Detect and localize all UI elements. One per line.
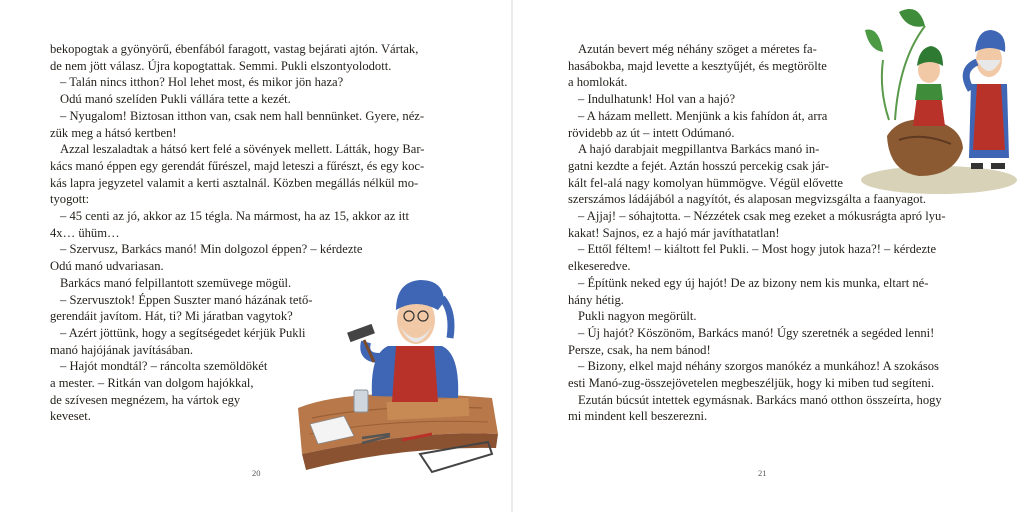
text-line: – Új hajót? Köszönöm, Barkács manó! Úgy szeretnék a segéded lenni! <box>578 325 935 340</box>
text-line: Persze, csak, ha nem bánod! <box>568 342 711 357</box>
text-line: – Nyugalom! Biztosan itthon van, csak nem hall bennünket. Gyere, néz- <box>60 108 425 123</box>
text-line: – Talán nincs itthon? Hol lehet most, és mikor jön haza? <box>60 75 344 90</box>
text-line: – Indulhatunk! Hol van a hajó? <box>578 92 736 107</box>
text-line: kács manó éppen egy gerendát fűrészel, majd leteszi a fűrészt, és egy koc- <box>50 158 425 173</box>
left-page <box>0 0 511 512</box>
elves-boat-illustration <box>859 0 1019 196</box>
right-page <box>513 0 1024 512</box>
text-line: gatni kezdte a fejét. Aztán hosszú percekig csak jár- <box>568 158 829 173</box>
text-line: Azzal leszaladtak a hátsó kert felé a sövények mellett. Látták, hogy Bar- <box>60 142 425 157</box>
text-line: 4x… ühüm… <box>50 225 120 240</box>
text-line: – Szervusz, Barkács manó! Min dolgozol éppen? – kérdezte <box>60 242 363 257</box>
text-line: a mester. – Ritkán van dolgom hajókkal, <box>50 376 254 390</box>
text-line: Pukli nagyon megörült. <box>578 309 697 324</box>
text-line: – Azért jöttünk, hogy a segítségedet kérjük Pukli <box>60 325 306 340</box>
carpenter-illustration <box>292 258 502 476</box>
text-line: – Szervusztok! Éppen Suszter manó házának tető- <box>60 292 313 307</box>
text-line: – Ettől féltem! – kiáltott fel Pukli. – Most hogy jutok haza?! – kérdezte <box>578 242 937 257</box>
plant-leaf <box>899 9 925 27</box>
text-line: hány hétig. <box>568 292 624 307</box>
text-line: Azután bevert még néhány szöget a méretes fa- <box>578 42 817 56</box>
text-line: Barkács manó felpillantott szemüvege mögül. <box>60 275 292 290</box>
text-line: elkeseredve. <box>568 259 631 274</box>
text-line: – Ajjaj! – sóhajtotta. – Nézzétek csak meg ezeket a mókusrágta apró lyu- <box>578 209 946 223</box>
text-line: manó hajójának javításában. <box>50 342 194 357</box>
text-line: – A házam mellett. Menjünk a kis fahídon át, arra <box>578 108 828 123</box>
text-line: mi mindent kell beszerezni. <box>568 409 708 424</box>
text-line: szerszámos ládájából a nagyítót, és alaposan megvizsgálta a faanyagot. <box>568 192 927 207</box>
text-line: keveset. <box>50 409 91 424</box>
text-line: rövidebb az út – intett Odúmanó. <box>568 125 735 140</box>
text-line: kakat! Sajnos, ez a hajó már javíthatatlan! <box>568 225 780 240</box>
text-line: tyogott: <box>50 192 90 207</box>
text-line: Ezután búcsút intettek egymásnak. Barkács manó otthon összeírta, hogy <box>578 392 942 407</box>
text-line: – 45 centi az jó, akkor az 15 tégla. Na mármost, ha az 15, akkor az itt <box>60 209 409 223</box>
text-line: Odú manó udvariasan. <box>50 259 164 274</box>
text-line: gerendáit javítom. Hát, ti? Mi járatban vagytok? <box>50 309 293 324</box>
text-line: bekopogtak a gyönyörű, ébenfából faragott, vastag bejárati ajtón. Vártak, <box>50 42 419 56</box>
text-line: kált fel-alá nagy komolyan hümmögve. Végül elővette <box>568 175 844 190</box>
hammer <box>347 324 375 342</box>
text-line: Odú manó szelíden Pukli vállára tette a kezét. <box>60 92 291 107</box>
text-line: A hajó darabjait megpillantva Barkács manó in- <box>578 142 820 157</box>
text-line: kás lapra jegyzetel valamit a kerti asztalnál. Közben megállás nélkül mo- <box>50 175 419 190</box>
text-line: esti Manó-zug-összejövetelen megbeszéljük, hogy ki miben tud segíteni. <box>568 376 935 390</box>
apron <box>392 346 438 402</box>
apron-right <box>973 84 1005 150</box>
text-line: de szívesen megnézem, ha vártok egy <box>50 392 241 407</box>
text-line: – Hajót mondtál? – ráncolta szemöldökét <box>60 359 268 374</box>
text-line: hasábokba, majd levette a kesztyűjét, és megtörölte <box>568 58 827 73</box>
nail-jar <box>354 390 368 412</box>
page-number-left: 20 <box>252 468 261 478</box>
text-line: zük meg a hátsó kertben! <box>50 125 177 140</box>
text-line: a homlokát. <box>568 75 628 90</box>
page-number-right: 21 <box>758 468 767 478</box>
text-line: de nem jött válasz. Újra kopogtattak. Semmi. Pukli elszontyolodott. <box>50 58 392 73</box>
text-line: – Bizony, elkel majd néhány szorgos manókéz a munkához! A szokásos <box>578 359 939 374</box>
text-line: – Építünk neked egy új hajót! De az bizony nem kis munka, eltart né- <box>578 275 929 290</box>
